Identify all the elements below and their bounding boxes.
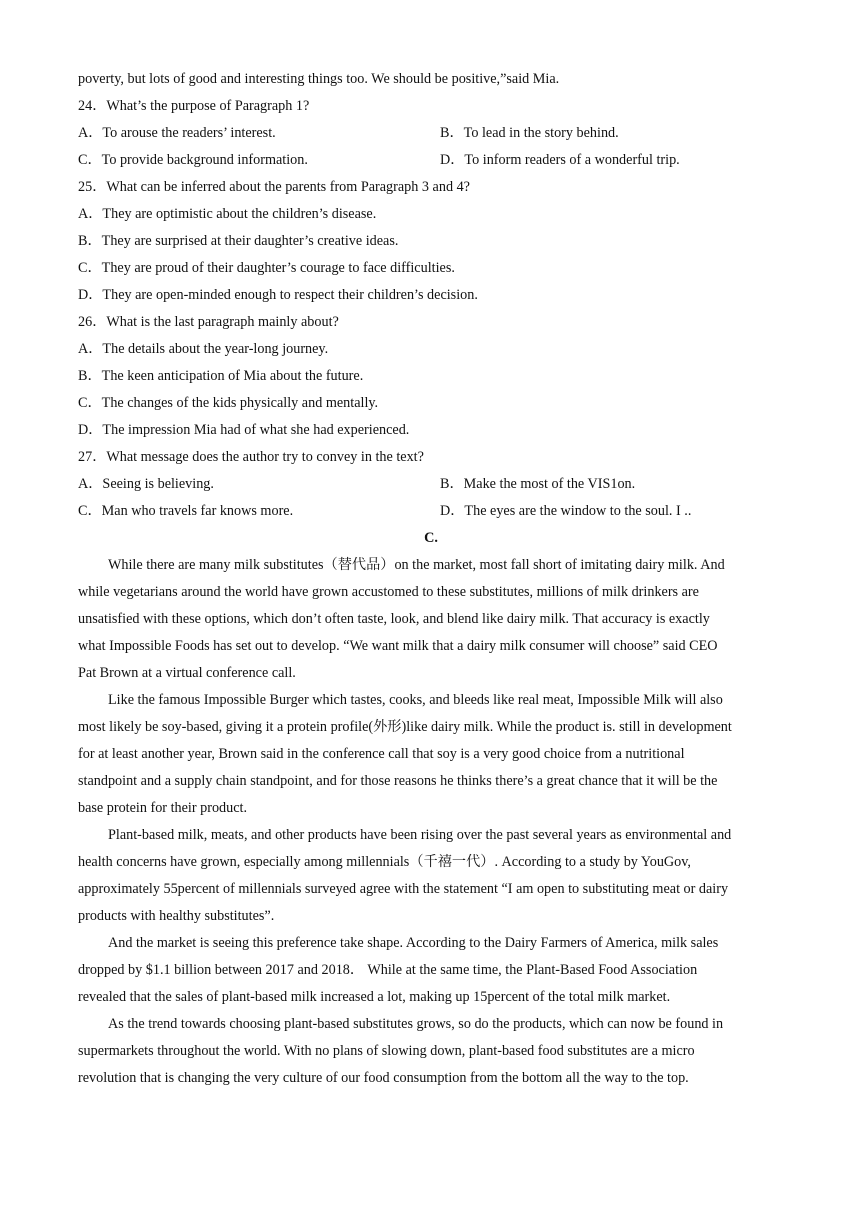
question-26-option-a: A．The details about the year-long journey.: [78, 341, 329, 357]
paragraph-line: supermarkets throughout the world. With no plans of slowing down, plant-based food substitutes are a micro: [78, 1043, 695, 1059]
paragraph-line: Like the famous Impossible Burger which tastes, cooks, and bleeds like real meat, Impossible Milk will also: [108, 692, 723, 708]
question-25-option-b: B．They are surprised at their daughter’s creative ideas.: [78, 233, 399, 249]
paragraph-line: unsatisfied with these options, which don’t often taste, look, and blend like dairy milk. That accuracy is exactly: [78, 611, 710, 627]
passage-b-tail: poverty, but lots of good and interesting things too. We should be positive,”said Mia.: [78, 71, 560, 87]
paragraph-line: And the market is seeing this preference take shape. According to the Dairy Farmers of America, milk sales: [108, 935, 719, 951]
paragraph-line: most likely be soy-based, giving it a protein profile(外形)like dairy milk. While the product is. still in development: [78, 719, 732, 735]
question-24-option-d: D．To inform readers of a wonderful trip.: [440, 152, 680, 168]
paragraph-line: revolution that is changing the very culture of our food consumption from the bottom all the way to the top.: [78, 1070, 689, 1086]
question-24-option-b: B．To lead in the story behind.: [440, 125, 619, 141]
passage-c-paragraph-2: [78, 687, 784, 822]
paragraph-line: while vegetarians around the world have grown accustomed to these substitutes, millions of milk drinkers are: [78, 584, 699, 600]
passage-c-paragraph-5: [78, 1011, 784, 1092]
question-25-option-c: C．They are proud of their daughter’s courage to face difficulties.: [78, 260, 455, 276]
paragraph-line: dropped by $1.1 billion between 2017 and 2018． While at the same time, the Plant-Based Food Association: [78, 962, 698, 978]
question-24-option-a: A．To arouse the readers’ interest.: [78, 125, 276, 141]
question-24-options-row-2: [78, 147, 784, 174]
section-heading: C.: [424, 530, 438, 546]
paragraph-line: standpoint and a supply chain standpoint, and for those reasons he thinks there’s a great chance that it will be the: [78, 773, 718, 789]
question-24-options-row-1: [78, 120, 784, 147]
paragraph-line: Plant-based milk, meats, and other products have been rising over the past several years as environmental and: [108, 827, 732, 843]
document-page: [78, 66, 784, 1092]
question-27-options-row-1: [78, 471, 784, 498]
passage-c-paragraph-1: [78, 552, 784, 687]
question-27-stem: 27．What message does the author try to convey in the text?: [78, 449, 424, 465]
passage-c-paragraph-4: [78, 930, 784, 1011]
question-25-stem: 25．What can be inferred about the parents from Paragraph 3 and 4?: [78, 179, 470, 195]
question-27-option-c: C．Man who travels far knows more.: [78, 503, 294, 519]
question-25-option-a: A．They are optimistic about the children’s disease.: [78, 206, 377, 222]
paragraph-line: While there are many milk substitutes（替代品）on the market, most fall short of imitating dairy milk. And: [108, 557, 725, 573]
question-27-option-d: D．The eyes are the window to the soul. I ..: [440, 503, 692, 519]
passage-c-paragraph-3: [78, 822, 784, 930]
question-26-stem: 26．What is the last paragraph mainly about?: [78, 314, 339, 330]
paragraph-line: Pat Brown at a virtual conference call.: [78, 665, 296, 681]
paragraph-line: revealed that the sales of plant-based milk increased a lot, making up 15percent of the total milk market.: [78, 989, 671, 1005]
paragraph-line: products with healthy substitutes”.: [78, 908, 275, 924]
paragraph-line: health concerns have grown, especially among millennials（千禧一代）. According to a study by YouGov,: [78, 854, 691, 870]
question-27-option-b: B．Make the most of the VIS1on.: [440, 476, 636, 492]
paragraph-line: base protein for their product.: [78, 800, 248, 816]
question-26-option-b: B．The keen anticipation of Mia about the future.: [78, 368, 364, 384]
question-25-option-d: D．They are open-minded enough to respect their children’s decision.: [78, 287, 478, 303]
question-26-option-c: C．The changes of the kids physically and mentally.: [78, 395, 379, 411]
paragraph-line: approximately 55percent of millennials surveyed agree with the statement “I am open to substituting meat or dairy: [78, 881, 729, 897]
question-26-option-d: D．The impression Mia had of what she had experienced.: [78, 422, 410, 438]
paragraph-line: for at least another year, Brown said in the conference call that soy is a very good choice from a nutritional: [78, 746, 685, 762]
paragraph-line: what Impossible Foods has set out to develop. “We want milk that a dairy milk consumer will choose” said CEO: [78, 638, 718, 654]
question-27-option-a: A．Seeing is believing.: [78, 476, 214, 492]
question-24-option-c: C．To provide background information.: [78, 152, 308, 168]
question-24-stem: 24．What’s the purpose of Paragraph 1?: [78, 98, 310, 114]
question-27-options-row-2: [78, 498, 784, 525]
paragraph-line: As the trend towards choosing plant-based substitutes grows, so do the products, which can now be found in: [108, 1016, 724, 1032]
